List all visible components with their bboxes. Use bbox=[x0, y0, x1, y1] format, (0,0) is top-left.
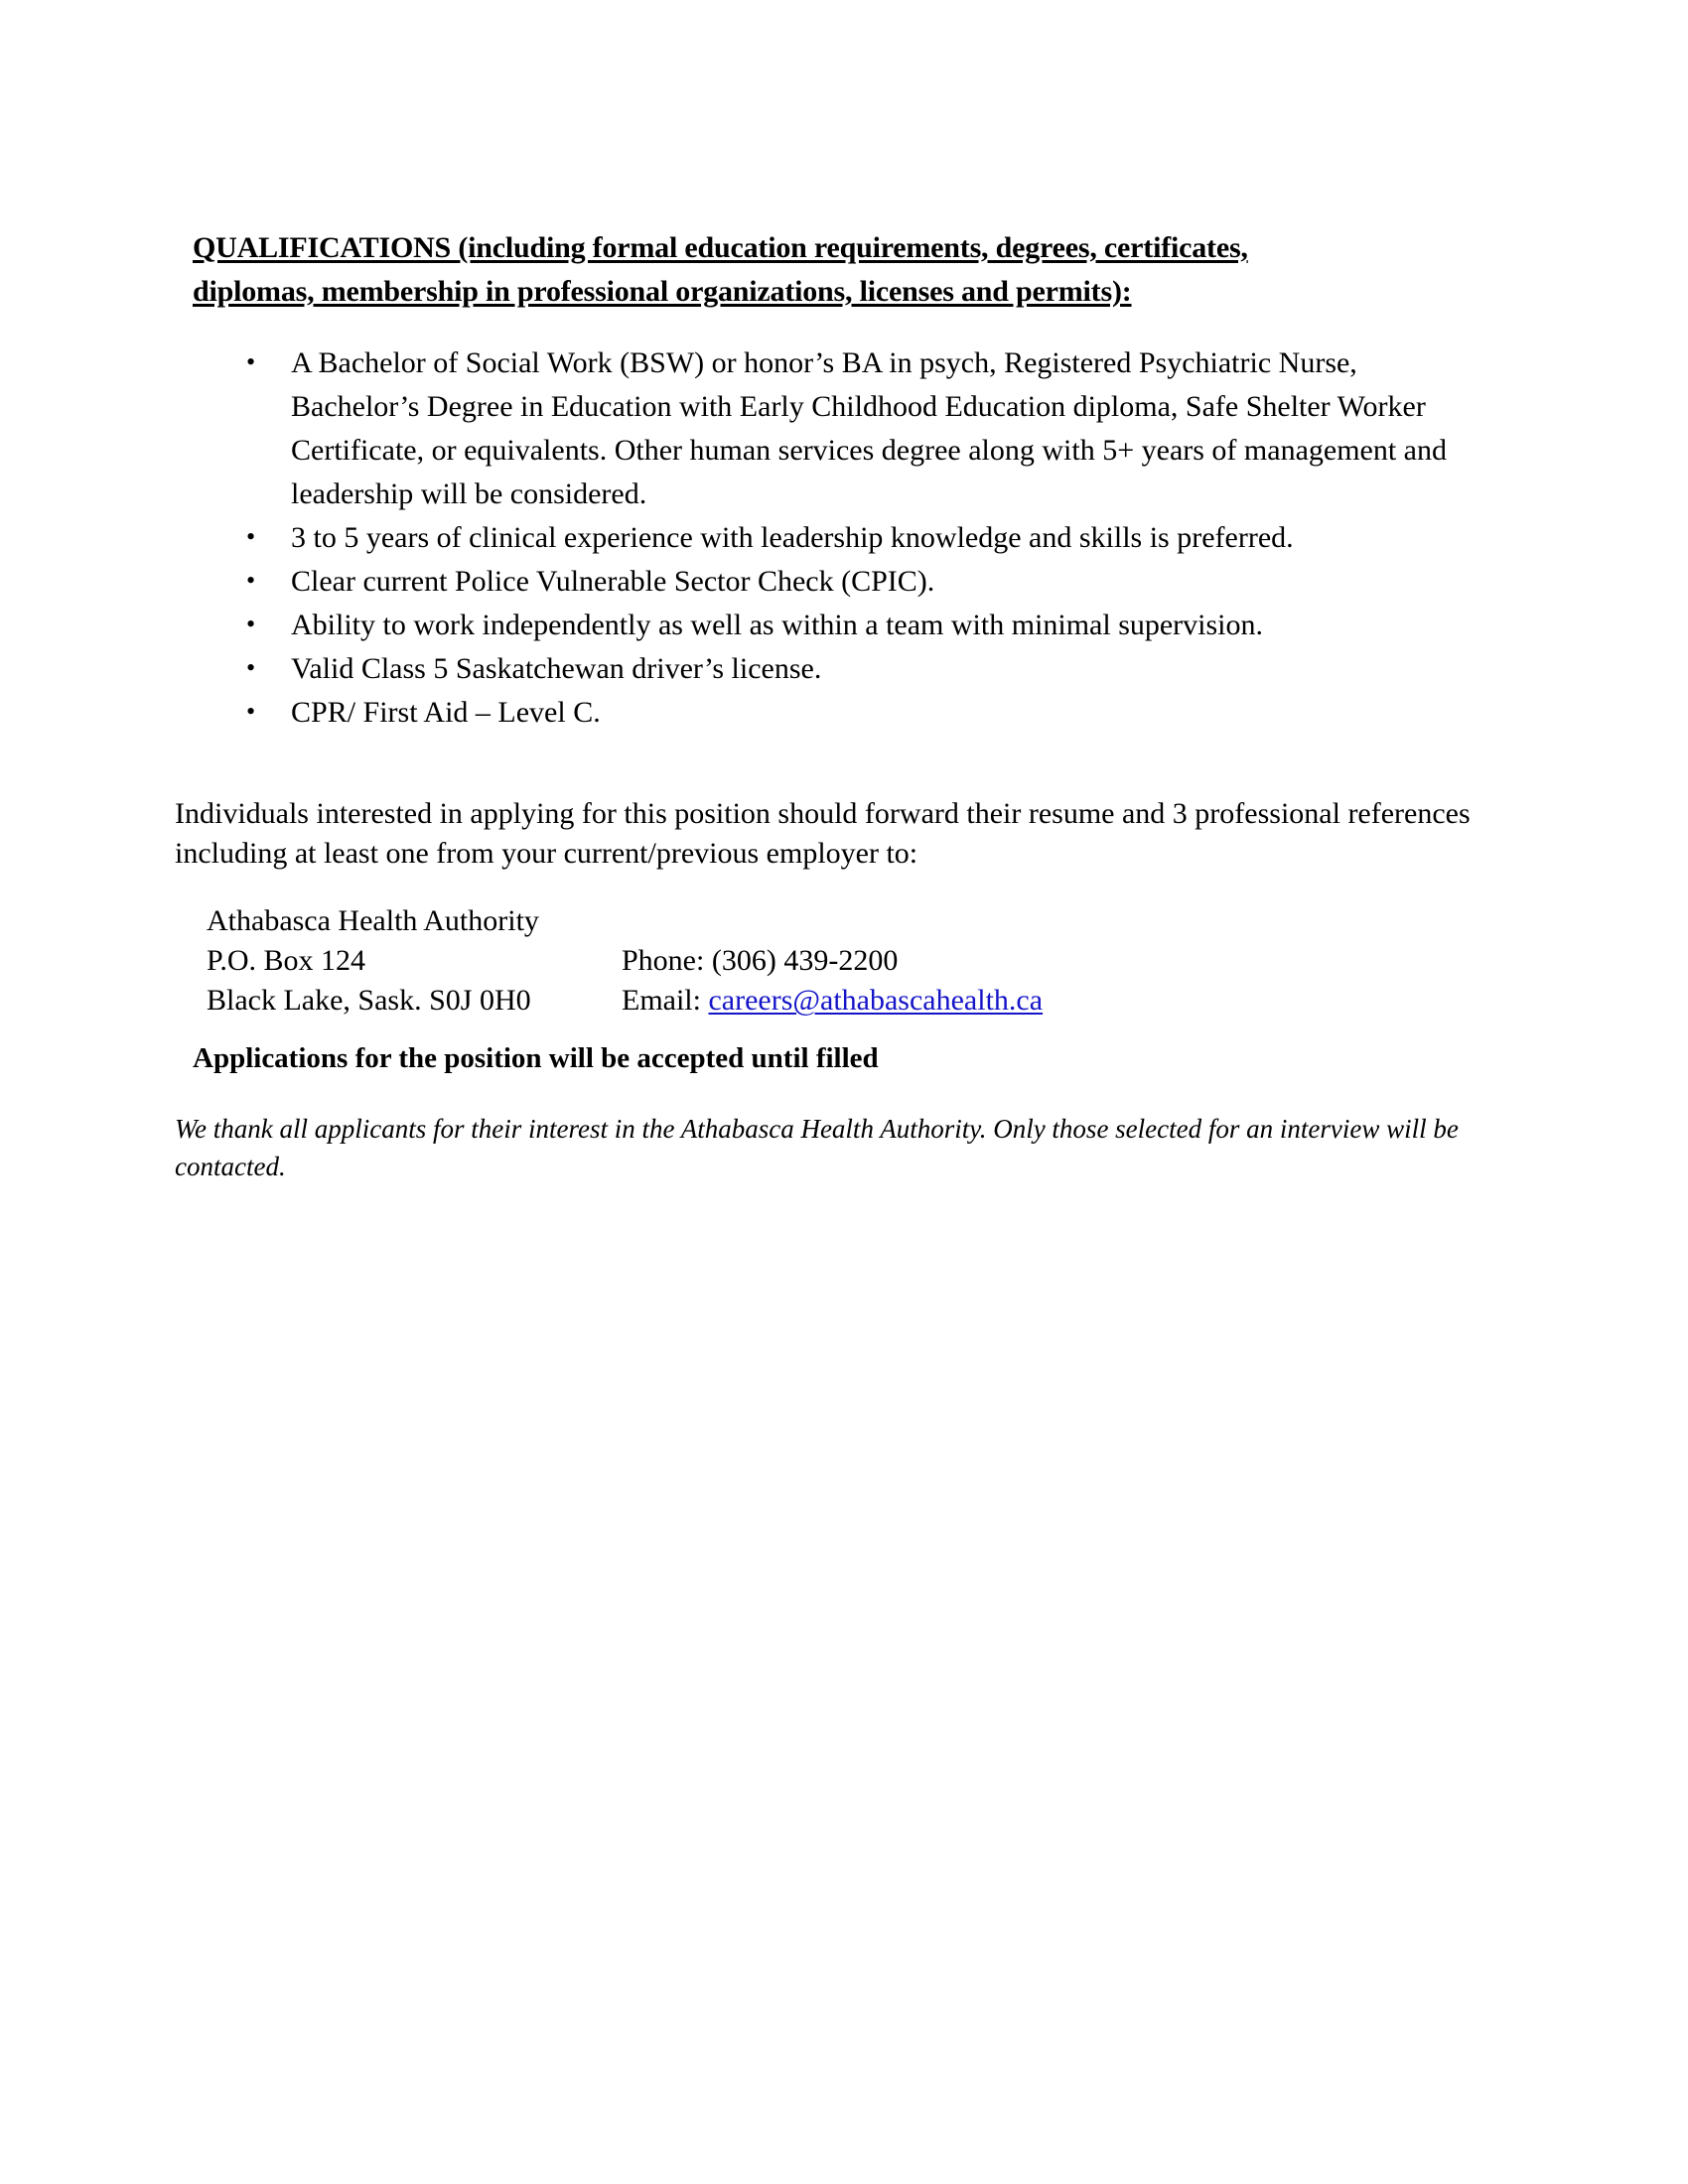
contact-spacer bbox=[622, 901, 630, 941]
forward-instructions-paragraph: Individuals interested in applying for this position should forward their resume and 3 professional references including at least one from your current/previous employer to: bbox=[175, 797, 1471, 870]
contact-row bbox=[175, 901, 1485, 941]
list-item bbox=[246, 647, 1477, 691]
contact-row bbox=[175, 941, 1485, 981]
po-box-line: P.O. Box 124 bbox=[207, 944, 366, 977]
qualification-text: Valid Class 5 Saskatchewan driver’s license. bbox=[291, 652, 822, 685]
qualifications-list bbox=[246, 341, 1477, 735]
applicant-disclaimer: We thank all applicants for their interest in the Athabasca Health Authority. Only those selected for an interview will be contacted. bbox=[175, 1114, 1459, 1181]
qualification-text: Ability to work independently as well as within a team with minimal supervision. bbox=[291, 609, 1264, 641]
email-line bbox=[622, 981, 1043, 1021]
contact-block bbox=[175, 901, 1485, 1021]
qualification-text: A Bachelor of Social Work (BSW) or honor’s BA in psych, Registered Psychiatric Nurse, Bachelor’s Degree in Education with Early Childhood Education diploma, Safe Shelter Worker Certificate, or equivalents. Other human services degree along with 5+ years of management and leadership will be considered. bbox=[291, 346, 1447, 510]
heading-line-2: diplomas, membership in professional organizations, licenses and permits): bbox=[193, 275, 1132, 308]
qualification-text: 3 to 5 years of clinical experience with leadership knowledge and skills is preferred. bbox=[291, 521, 1294, 554]
list-item bbox=[246, 604, 1477, 647]
qualification-text: CPR/ First Aid – Level C. bbox=[291, 696, 601, 729]
email-label: Email: bbox=[622, 984, 709, 1017]
qualifications-heading bbox=[193, 226, 1404, 314]
qualification-text: Clear current Police Vulnerable Sector Check (CPIC). bbox=[291, 565, 935, 598]
list-item bbox=[246, 691, 1477, 735]
list-item bbox=[246, 516, 1477, 560]
contact-row bbox=[175, 981, 1485, 1021]
heading-line-1: QUALIFICATIONS (including formal education requirements, degrees, certificates, bbox=[193, 231, 1248, 264]
phone-label: Phone: bbox=[622, 944, 712, 977]
email-link[interactable]: careers@athabascahealth.ca bbox=[708, 984, 1044, 1017]
accepted-until-filled-notice: Applications for the position will be accepted until filled bbox=[193, 1042, 879, 1074]
organization-name: Athabasca Health Authority bbox=[207, 904, 539, 937]
phone-line bbox=[622, 941, 898, 981]
list-item bbox=[246, 341, 1477, 516]
city-province-postal-line: Black Lake, Sask. S0J 0H0 bbox=[207, 984, 531, 1017]
list-item bbox=[246, 560, 1477, 604]
phone-number: (306) 439-2200 bbox=[711, 944, 899, 977]
